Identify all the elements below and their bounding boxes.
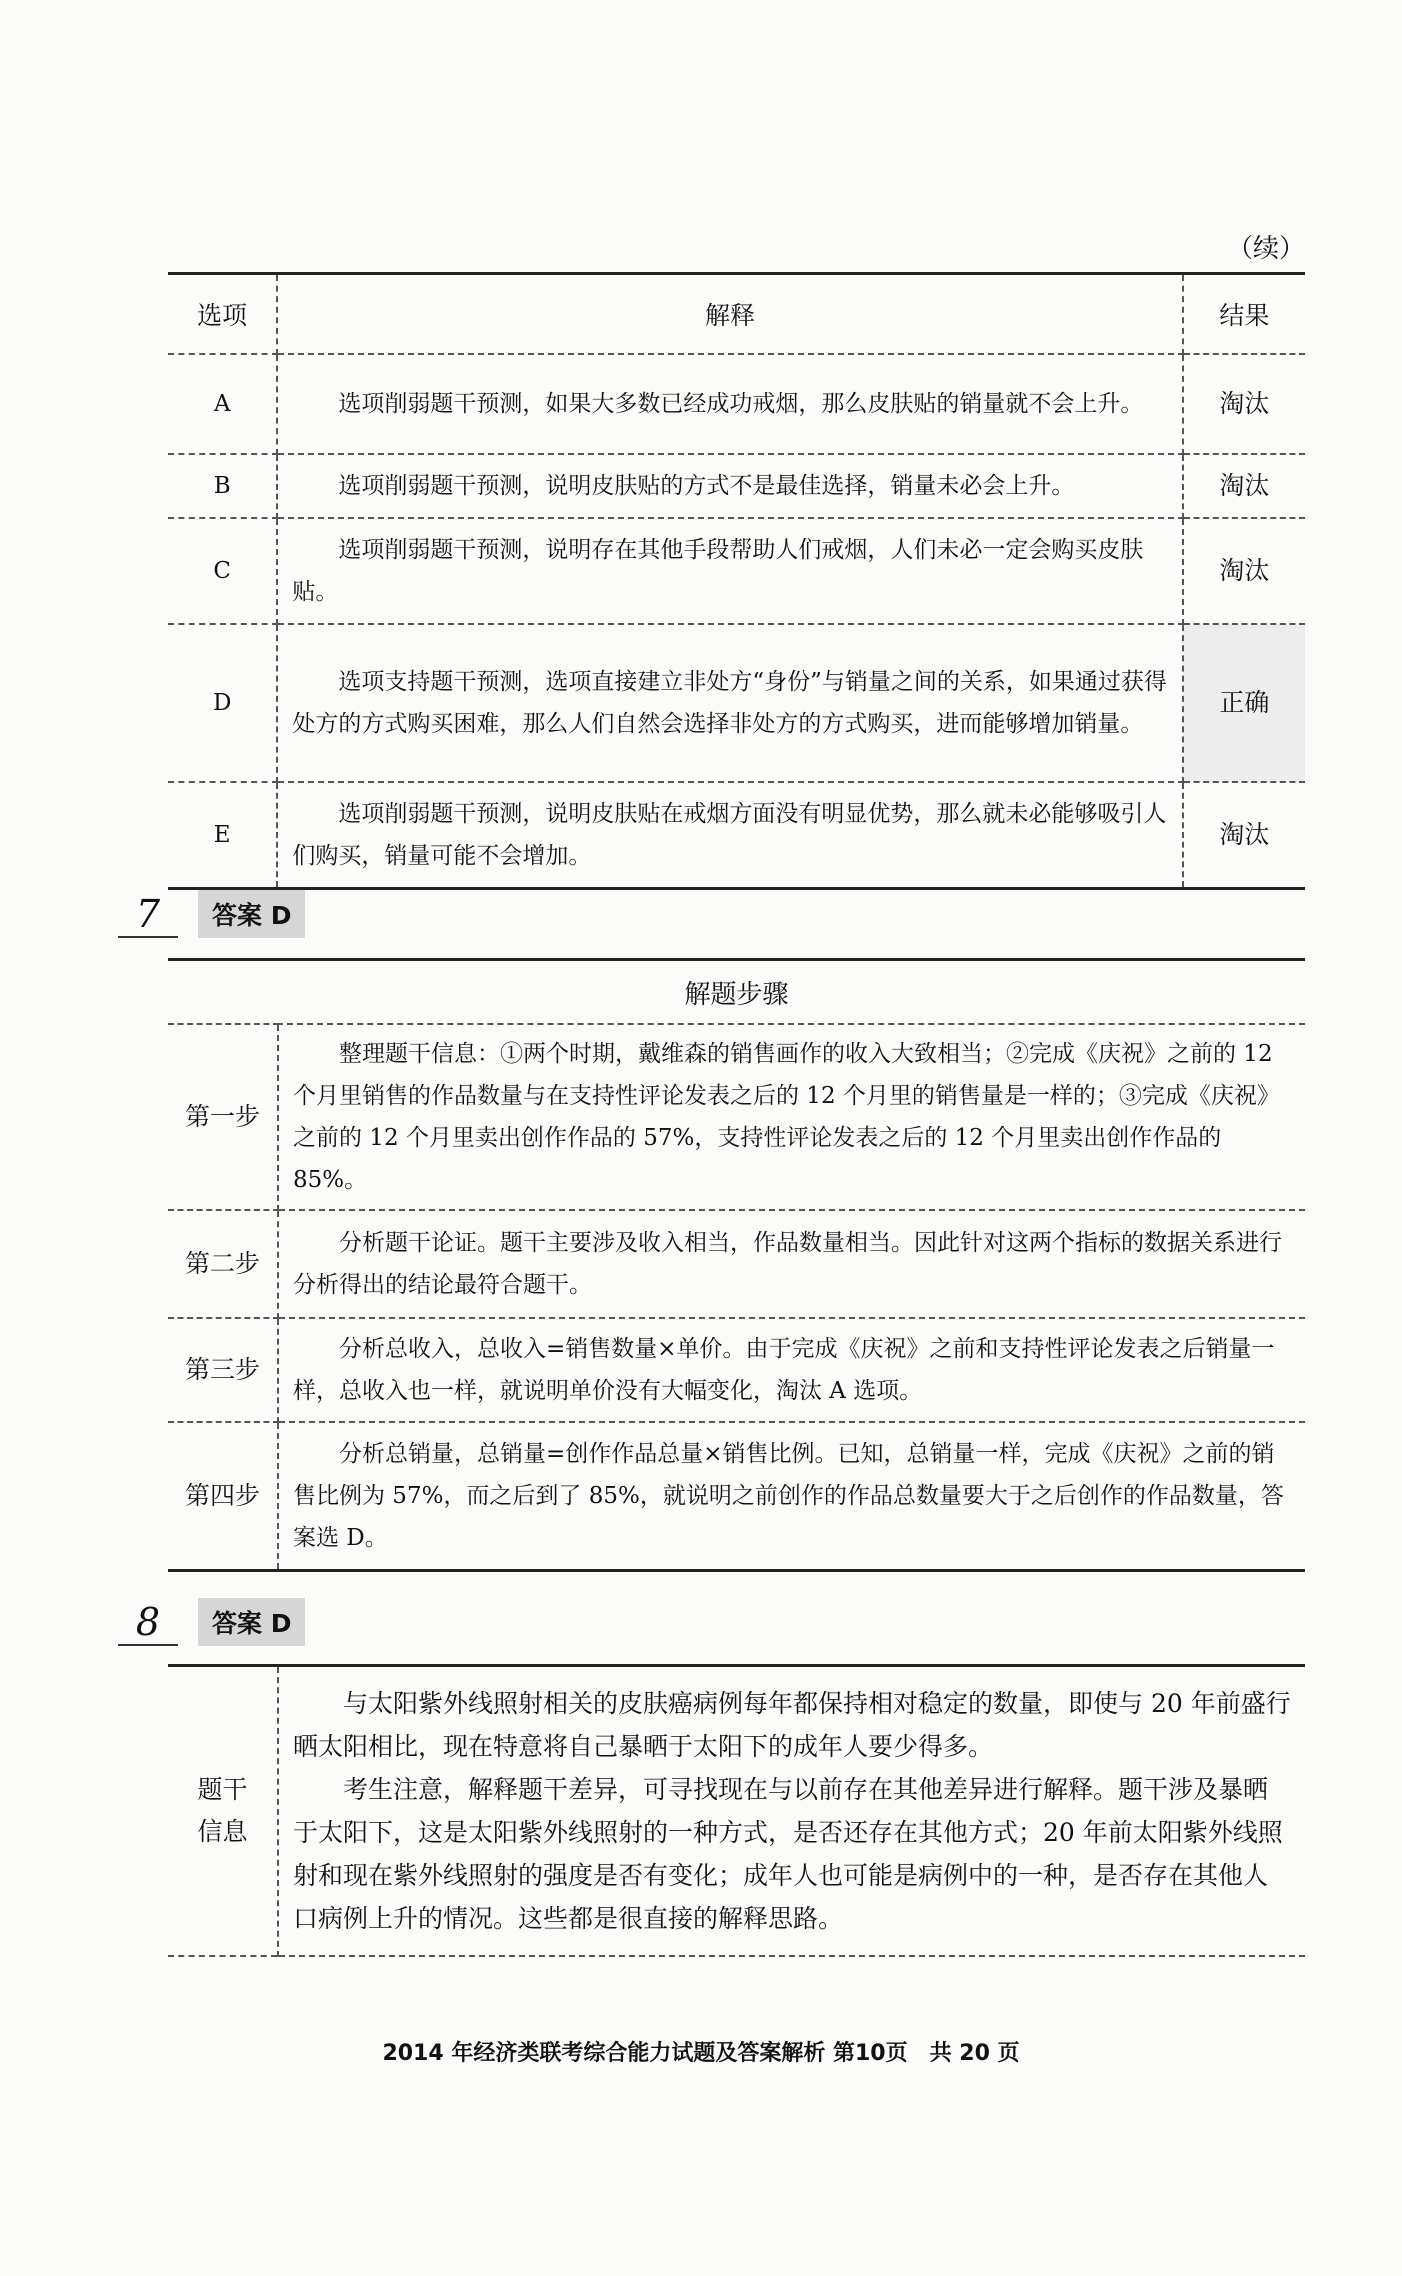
- page-footer: 2014 年经济类联考综合能力试题及答案解析 第10页 共 20 页: [382, 2041, 1020, 2066]
- option-letter: E: [168, 782, 277, 889]
- step-label: 第一步: [168, 1024, 278, 1210]
- stem-info-table: [168, 1664, 1305, 1957]
- header-option: 选项: [168, 274, 277, 355]
- option-result: 正确: [1183, 624, 1305, 782]
- table-row: [168, 518, 1305, 624]
- step-label: 第四步: [168, 1422, 278, 1570]
- step-label: 第二步: [168, 1210, 278, 1318]
- option-letter: C: [168, 518, 277, 624]
- option-explanation: 选项削弱题干预测，说明存在其他手段帮助人们戒烟，人们未必一定会购买皮肤贴。: [277, 518, 1182, 624]
- option-result: 淘汰: [1183, 354, 1305, 454]
- stem-info-label: [168, 1666, 278, 1956]
- option-result: 淘汰: [1183, 518, 1305, 624]
- answer-badge: 答案 D: [198, 890, 305, 938]
- options-table: [168, 272, 1305, 890]
- option-explanation: 选项削弱题干预测，如果大多数已经成功戒烟，那么皮肤贴的销量就不会上升。: [277, 354, 1182, 454]
- table-row: [168, 454, 1305, 518]
- stem-info-body: [278, 1666, 1305, 1956]
- table-row: [168, 1422, 1305, 1570]
- question-number: 7: [118, 892, 178, 938]
- step-text: 分析总销量，总销量=创作作品总量×销售比例。已知，总销量一样，完成《庆祝》之前的销售比例为 57%，而之后到了 85%，就说明之前创作的作品总数量要大于之后创作的作品数量，答案选 D。: [293, 1440, 1284, 1551]
- table-row: [168, 354, 1305, 454]
- question-number: 8: [118, 1600, 178, 1646]
- option-letter: A: [168, 354, 277, 454]
- step-text: 分析总收入，总收入=销售数量×单价。由于完成《庆祝》之前和支持性评论发表之后销量一样，总收入也一样，就说明单价没有大幅变化，淘汰 A 选项。: [278, 1318, 1305, 1422]
- option-result: 淘汰: [1183, 454, 1305, 518]
- stem-info-label-line2: 信息: [197, 1816, 248, 1846]
- table-row: [168, 1666, 1305, 1956]
- steps-title: 解题步骤: [168, 960, 1305, 1025]
- steps-table: [168, 958, 1305, 1572]
- table-row: [168, 1024, 1305, 1210]
- option-letter: D: [168, 624, 277, 782]
- stem-paragraph: 与太阳紫外线照射相关的皮肤癌病例每年都保持相对稳定的数量，即使与 20 年前盛行晒太阳相比，现在特意将自己暴晒于太阳下的成年人要少得多。: [293, 1688, 1291, 1761]
- stem-paragraph: 考生注意，解释题干差异，可寻找现在与以前存在其他差异进行解释。题干涉及暴晒于太阳下，这是太阳紫外线照射的一种方式，是否还存在其他方式；20 年前太阳紫外线照射和现在紫外线照射的强度是否有变化；成年人也可能是病例中的一种，是否存在其他人口病例上升的情况。这些都是很直接的解释思路。: [293, 1774, 1283, 1933]
- option-explanation: 选项支持题干预测，选项直接建立非处方“身份”与销量之间的关系，如果通过获得处方的方式购买困难，那么人们自然会选择非处方的方式购买，进而能够增加销量。: [277, 624, 1182, 782]
- step-text: 整理题干信息：①两个时期，戴维森的销售画作的收入大致相当；②完成《庆祝》之前的 12 个月里销售的作品数量与在支持性评论发表之后的 12 个月里的销售量是一样的；③完成《庆祝》之前的 12 个月里卖出创作作品的 57%，支持性评论发表之后的 12 个月里卖出创作作品的 85%。: [278, 1024, 1305, 1210]
- stem-info-label-line1: 题干: [197, 1774, 248, 1804]
- header-result: 结果: [1183, 274, 1305, 355]
- table-header-row: [168, 274, 1305, 355]
- table-row: [168, 782, 1305, 889]
- step-text: 分析题干论证。题干主要涉及收入相当，作品数量相当。因此针对这两个指标的数据关系进行分析得出的结论最符合题干。: [278, 1210, 1305, 1318]
- option-letter: B: [168, 454, 277, 518]
- option-explanation: 选项削弱题干预测，说明皮肤贴在戒烟方面没有明显优势，那么就未必能够吸引人们购买，销量可能不会增加。: [277, 782, 1182, 889]
- answer-heading-8: [118, 1598, 305, 1646]
- option-explanation: 选项削弱题干预测，说明皮肤贴的方式不是最佳选择，销量未必会上升。: [277, 454, 1182, 518]
- option-result: 淘汰: [1219, 820, 1270, 849]
- table-header-row: [168, 960, 1305, 1025]
- table-row: [168, 1318, 1305, 1422]
- table-row: [168, 1210, 1305, 1318]
- continued-label: （续）: [1226, 234, 1305, 264]
- table-row: [168, 624, 1305, 782]
- step-label: 第三步: [168, 1318, 278, 1422]
- answer-heading-7: [118, 890, 305, 938]
- header-explanation: 解释: [277, 274, 1182, 355]
- answer-badge: 答案 D: [198, 1598, 305, 1646]
